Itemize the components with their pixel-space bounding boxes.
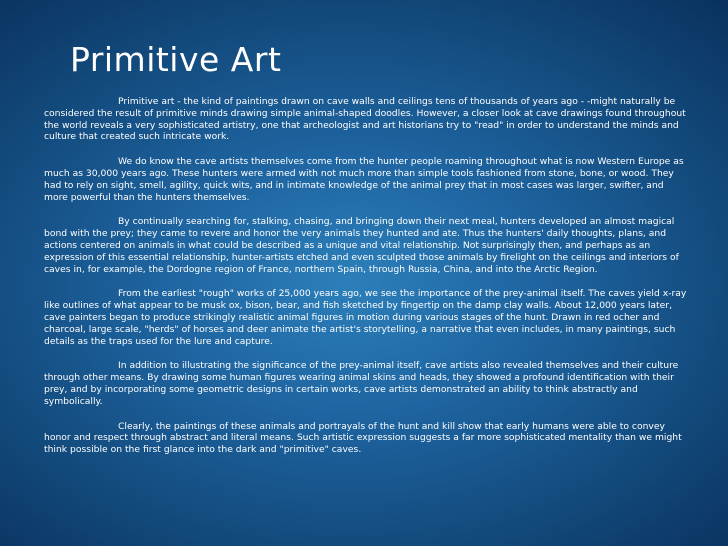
slide-title: Primitive Art bbox=[70, 40, 282, 79]
slide-body bbox=[44, 96, 688, 469]
paragraph: In addition to illustrating the significance of the prey-animal itself, cave artists also revealed themselves and their culture through other means. By drawing some human figures wearing animal skins and heads, they showed a profound identification with their prey, and by incorporating some geometric designs in certain works, cave artists demonstrated an ability to think abstractly and symbolically. bbox=[44, 360, 679, 407]
paragraph: We do know the cave artists themselves come from the hunter people roaming throughout what is now Western Europe as much as 30,000 years ago. These hunters were armed with not much more than simple tools fashioned from stone, bone, or wood. They had to rely on sight, smell, agility, quick wits, and in intimate knowledge of the animal prey that in most cases was larger, swifter, and more powerful than the hunters themselves. bbox=[44, 156, 684, 203]
paragraph: Clearly, the paintings of these animals and portrayals of the hunt and kill show that early humans were able to convey honor and respect through abstract and literal means. Such artistic expression suggests a far more sophisticated mentality than we might think possible on the first glance into the dark and "primitive" caves. bbox=[44, 420, 682, 456]
paragraph: By continually searching for, stalking, chasing, and bringing down their next meal, hunters developed an almost magical bond with the prey; they came to revere and honor the very animals they hunted and ate. Thus the hunters' daily thoughts, plans, and actions centered on animals in what could be described as a unique and vital relationship. Not surprisingly then, and perhaps as an expression of this essential relationship, hunter-artists etched and even sculpted those animals by firelight on the ceilings and interiors of caves in, for example, the Dordogne region of France, northern Spain, through Russia, China, and into the Arctic Region. bbox=[44, 216, 679, 275]
paragraph: Primitive art - the kind of paintings drawn on cave walls and ceilings tens of thousands of years ago - -might naturally be considered the result of primitive minds drawing simple animal-shaped doodles. However, a closer look at cave drawings found throughout the world reveals a very sophisticated artistry, one that archeologist and art historians try to "read" in order to understand the minds and culture that created such intricate work. bbox=[44, 96, 686, 143]
paragraph: From the earliest "rough" works of 25,000 years ago, we see the importance of the prey-animal itself. The caves yield x-ray like outlines of what appear to be musk ox, bison, bear, and fish sketched by fingertip on the damp clay walls. About 12,000 years later, cave painters began to produce strikingly realistic animal figures in motion during various stages of the hunt. Drawn in red ocher and charcoal, large scale, "herds" of horses and deer animate the artist's storytelling, a narrative that even includes, in many paintings, such details as the traps used for the lure and capture. bbox=[44, 288, 687, 347]
